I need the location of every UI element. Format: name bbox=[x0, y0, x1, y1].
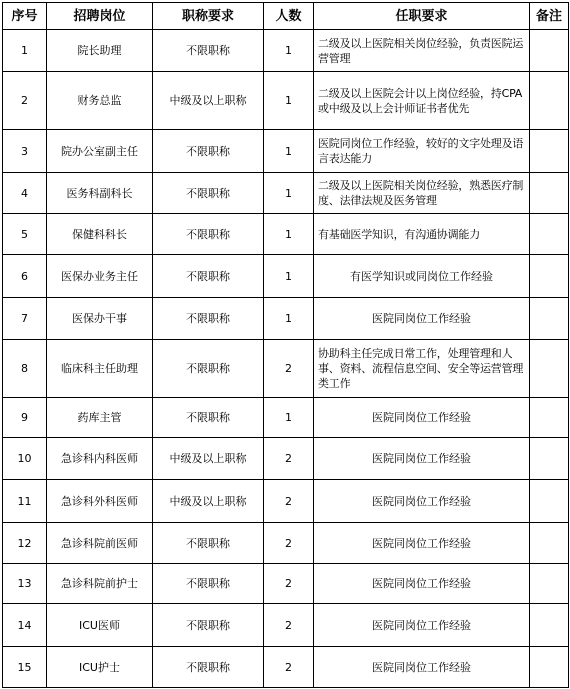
cell-no: 4 bbox=[3, 173, 47, 214]
cell-count: 1 bbox=[264, 72, 314, 130]
cell-position: 急诊科外科医师 bbox=[47, 480, 153, 523]
cell-duty-requirement: 医院同岗位工作经验 bbox=[314, 398, 530, 438]
cell-title-requirement: 中级及以上职称 bbox=[153, 438, 264, 480]
cell-count: 1 bbox=[264, 173, 314, 214]
cell-no: 15 bbox=[3, 647, 47, 688]
cell-remark bbox=[530, 523, 569, 564]
table-row bbox=[3, 30, 569, 72]
table-row bbox=[3, 604, 569, 647]
cell-title-requirement: 不限职称 bbox=[153, 647, 264, 688]
table-row bbox=[3, 438, 569, 480]
cell-no: 11 bbox=[3, 480, 47, 523]
cell-no: 13 bbox=[3, 564, 47, 604]
table-row bbox=[3, 173, 569, 214]
cell-title-requirement: 不限职称 bbox=[153, 523, 264, 564]
cell-remark bbox=[530, 72, 569, 130]
cell-position: 急诊科院前医师 bbox=[47, 523, 153, 564]
cell-title-requirement: 不限职称 bbox=[153, 604, 264, 647]
recruitment-table bbox=[2, 2, 569, 688]
cell-no: 12 bbox=[3, 523, 47, 564]
cell-remark bbox=[530, 480, 569, 523]
cell-duty-requirement: 二级及以上医院相关岗位经验，负责医院运营管理 bbox=[314, 30, 530, 72]
cell-duty-requirement: 医院同岗位工作经验 bbox=[314, 298, 530, 340]
table-row bbox=[3, 647, 569, 688]
cell-count: 2 bbox=[264, 523, 314, 564]
cell-position: 院办公室副主任 bbox=[47, 130, 153, 173]
cell-no: 5 bbox=[3, 214, 47, 255]
cell-position: 医务科副科长 bbox=[47, 173, 153, 214]
cell-position: 急诊科院前护士 bbox=[47, 564, 153, 604]
table-row bbox=[3, 130, 569, 173]
cell-duty-requirement: 有基础医学知识，有沟通协调能力 bbox=[314, 214, 530, 255]
cell-duty-requirement: 医院同岗位工作经验 bbox=[314, 438, 530, 480]
cell-title-requirement: 中级及以上职称 bbox=[153, 480, 264, 523]
cell-title-requirement: 不限职称 bbox=[153, 130, 264, 173]
cell-duty-requirement: 二级及以上医院会计以上岗位经验，持CPA或中级及以上会计师证书者优先 bbox=[314, 72, 530, 130]
cell-duty-requirement: 医院同岗位工作经验，较好的文字处理及语言表达能力 bbox=[314, 130, 530, 173]
cell-remark bbox=[530, 564, 569, 604]
cell-count: 1 bbox=[264, 255, 314, 298]
cell-count: 2 bbox=[264, 438, 314, 480]
cell-title-requirement: 中级及以上职称 bbox=[153, 72, 264, 130]
table-row bbox=[3, 564, 569, 604]
table-row bbox=[3, 298, 569, 340]
cell-no: 2 bbox=[3, 72, 47, 130]
table-row bbox=[3, 480, 569, 523]
cell-remark bbox=[530, 130, 569, 173]
cell-count: 1 bbox=[264, 214, 314, 255]
cell-count: 1 bbox=[264, 130, 314, 173]
table-row bbox=[3, 255, 569, 298]
cell-no: 7 bbox=[3, 298, 47, 340]
cell-remark bbox=[530, 30, 569, 72]
cell-remark bbox=[530, 647, 569, 688]
cell-remark bbox=[530, 438, 569, 480]
cell-position: 保健科科长 bbox=[47, 214, 153, 255]
cell-count: 2 bbox=[264, 647, 314, 688]
cell-count: 1 bbox=[264, 30, 314, 72]
header-remark: 备注 bbox=[530, 3, 569, 30]
cell-position: ICU护士 bbox=[47, 647, 153, 688]
cell-duty-requirement: 有医学知识或同岗位工作经验 bbox=[314, 255, 530, 298]
cell-title-requirement: 不限职称 bbox=[153, 30, 264, 72]
header-title-requirement: 职称要求 bbox=[153, 3, 264, 30]
cell-title-requirement: 不限职称 bbox=[153, 398, 264, 438]
cell-position: 医保办干事 bbox=[47, 298, 153, 340]
cell-duty-requirement: 医院同岗位工作经验 bbox=[314, 647, 530, 688]
table-row bbox=[3, 340, 569, 398]
header-count: 人数 bbox=[264, 3, 314, 30]
table-row bbox=[3, 214, 569, 255]
cell-no: 9 bbox=[3, 398, 47, 438]
cell-no: 10 bbox=[3, 438, 47, 480]
cell-count: 2 bbox=[264, 564, 314, 604]
cell-remark bbox=[530, 604, 569, 647]
cell-remark bbox=[530, 173, 569, 214]
cell-position: 医保办业务主任 bbox=[47, 255, 153, 298]
cell-duty-requirement: 医院同岗位工作经验 bbox=[314, 604, 530, 647]
cell-position: 财务总监 bbox=[47, 72, 153, 130]
cell-position: 急诊科内科医师 bbox=[47, 438, 153, 480]
cell-position: 药库主管 bbox=[47, 398, 153, 438]
cell-count: 2 bbox=[264, 340, 314, 398]
cell-count: 2 bbox=[264, 604, 314, 647]
cell-duty-requirement: 协助科主任完成日常工作，处理管理和人事、资料、流程信息空间、安全等运营管理类工作 bbox=[314, 340, 530, 398]
cell-duty-requirement: 医院同岗位工作经验 bbox=[314, 480, 530, 523]
cell-no: 14 bbox=[3, 604, 47, 647]
cell-duty-requirement: 医院同岗位工作经验 bbox=[314, 564, 530, 604]
cell-position: 临床科主任助理 bbox=[47, 340, 153, 398]
cell-title-requirement: 不限职称 bbox=[153, 255, 264, 298]
cell-count: 2 bbox=[264, 480, 314, 523]
table-row bbox=[3, 398, 569, 438]
cell-title-requirement: 不限职称 bbox=[153, 214, 264, 255]
cell-title-requirement: 不限职称 bbox=[153, 298, 264, 340]
cell-title-requirement: 不限职称 bbox=[153, 173, 264, 214]
cell-count: 1 bbox=[264, 298, 314, 340]
cell-no: 6 bbox=[3, 255, 47, 298]
cell-duty-requirement: 二级及以上医院相关岗位经验，熟悉医疗制度、法律法规及医务管理 bbox=[314, 173, 530, 214]
cell-no: 8 bbox=[3, 340, 47, 398]
cell-position: 院长助理 bbox=[47, 30, 153, 72]
table-header-row bbox=[3, 3, 569, 30]
table-row bbox=[3, 523, 569, 564]
cell-title-requirement: 不限职称 bbox=[153, 340, 264, 398]
cell-remark bbox=[530, 398, 569, 438]
header-duty-requirement: 任职要求 bbox=[314, 3, 530, 30]
cell-title-requirement: 不限职称 bbox=[153, 564, 264, 604]
header-position: 招聘岗位 bbox=[47, 3, 153, 30]
cell-remark bbox=[530, 298, 569, 340]
cell-count: 1 bbox=[264, 398, 314, 438]
table-row bbox=[3, 72, 569, 130]
header-no: 序号 bbox=[3, 3, 47, 30]
cell-remark bbox=[530, 255, 569, 298]
cell-remark bbox=[530, 214, 569, 255]
cell-no: 1 bbox=[3, 30, 47, 72]
cell-position: ICU医师 bbox=[47, 604, 153, 647]
cell-remark bbox=[530, 340, 569, 398]
cell-no: 3 bbox=[3, 130, 47, 173]
cell-duty-requirement: 医院同岗位工作经验 bbox=[314, 523, 530, 564]
